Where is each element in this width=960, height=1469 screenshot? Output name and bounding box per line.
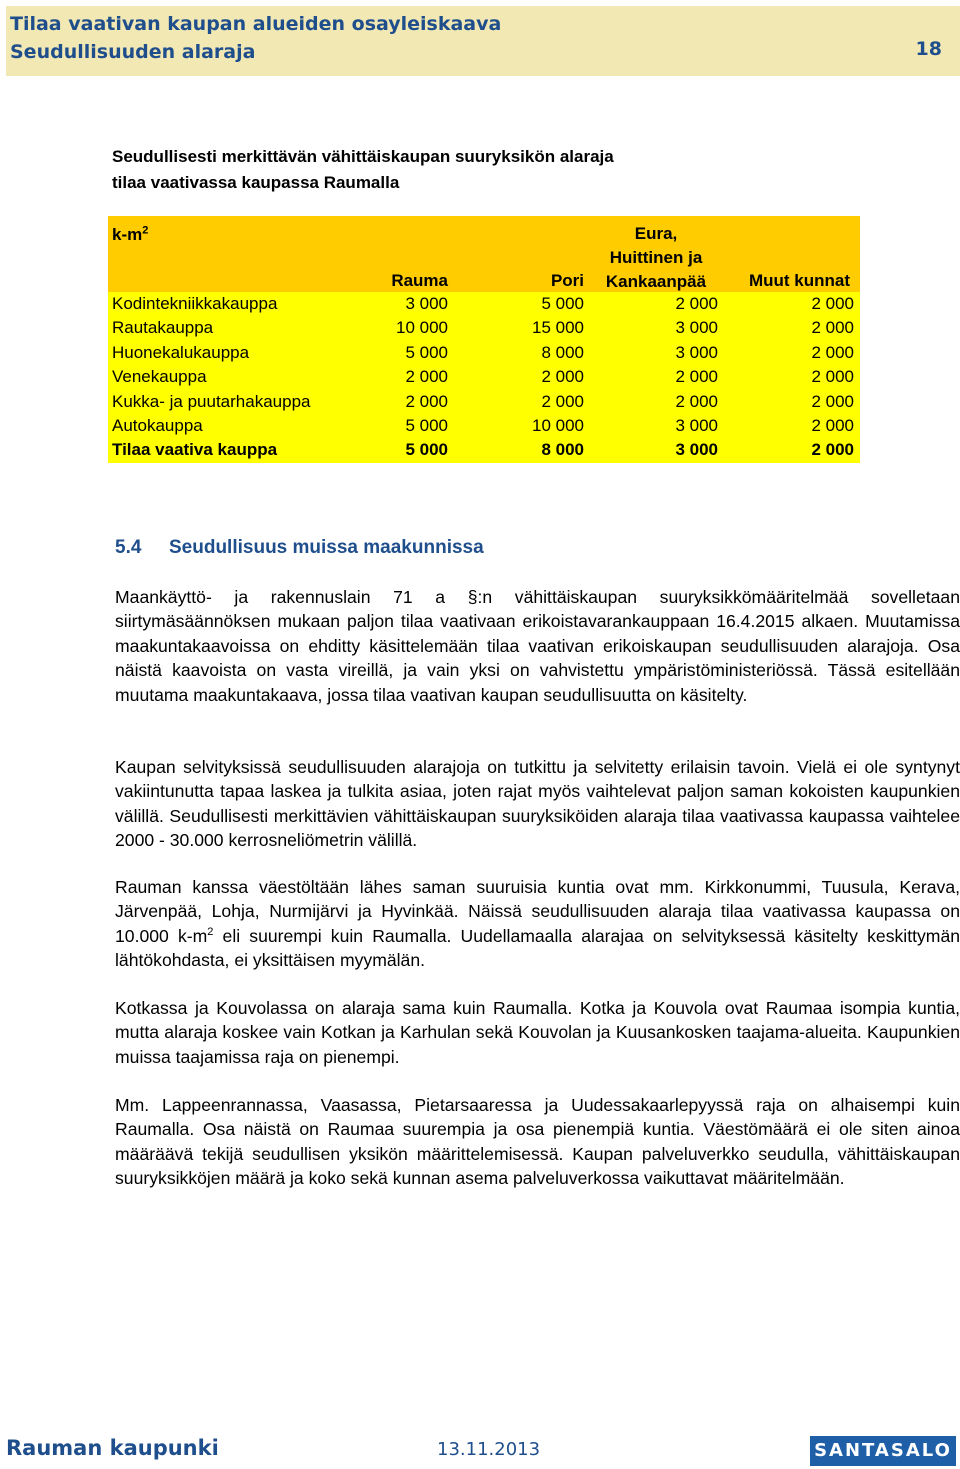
row-label: Huonekalukauppa bbox=[112, 343, 250, 362]
cell-pori: 8 000 bbox=[541, 343, 584, 362]
cell-muut: 2 000 bbox=[811, 440, 854, 459]
col-header-muut-kunnat: Muut kunnat bbox=[748, 271, 850, 290]
cell-rauma: 5 000 bbox=[405, 343, 448, 362]
paragraph: Kaupan selvityksissä seudullisuuden alarajoja on tutkittu ja selvitetty erilaisin tavoin. Vielä ei ole syntynyt vakiintunutta tapaa laskea ja tulkita asiaa, joten rajat myös vaihtelevat paljon saman kokoisten kaupunkien välillä. Seudullisesti merkittävien vähittäiskaupan suuryksiköiden alaraja tilaa vaativassa kaupassa vaihtelee 2000 - 30.000 kerrosneliömetrin välillä. bbox=[115, 757, 960, 851]
cell-rauma: 2 000 bbox=[405, 392, 448, 411]
cell-muut: 2 000 bbox=[811, 343, 854, 362]
document-subtitle: Seudullisuuden alaraja bbox=[10, 41, 256, 63]
cell-eura: 2 000 bbox=[675, 294, 718, 313]
cell-muut: 2 000 bbox=[811, 392, 854, 411]
section-heading bbox=[115, 537, 484, 559]
page-header bbox=[6, 6, 960, 76]
cell-eura: 3 000 bbox=[675, 318, 718, 337]
cell-muut: 2 000 bbox=[811, 416, 854, 435]
row-label: Rautakauppa bbox=[112, 318, 214, 337]
cell-rauma: 2 000 bbox=[405, 367, 448, 386]
unit-label: $k-m^2$ bbox=[112, 224, 149, 244]
cell-pori: 10 000 bbox=[532, 416, 584, 435]
paragraph: Kotkassa ja Kouvolassa on alaraja sama kuin Raumalla. Kotka ja Kouvola ovat Raumaa isompia kuntia, mutta alaraja koskee vain Kotkan ja Karhulan sekä Kouvolan ja Kuusankosken taajama-alueita. Kaupunkien muissa taajamissa raja on pienempi. bbox=[115, 998, 960, 1067]
paragraph: Rauman kanssa väestöltään lähes saman suuruisia kuntia ovat mm. Kirkkonummi, Tuusula, Kerava, Järvenpää, Lohja, Nurmijärvi ja Hyvinkää. Näissä seudullisuuden alaraja tilaa vaativassa kaupassa on 10.000 $k-m^2$ eli suurempi kuin Raumalla. Uudellamaalla alarajaa on selvityksessä käsitelty keskittymän lähtökohdasta, ei yksittäisen myymälän. bbox=[115, 877, 960, 971]
cell-muut: 2 000 bbox=[811, 367, 854, 386]
row-label: Kodintekniikkakauppa bbox=[112, 294, 278, 313]
section-number: 5.4 bbox=[115, 537, 142, 558]
cell-rauma: 3 000 bbox=[405, 294, 448, 313]
cell-muut: 2 000 bbox=[811, 294, 854, 313]
footer-date: 13.11.2013 bbox=[437, 1439, 541, 1460]
table-caption-line2: tilaa vaativassa kaupassa Raumalla bbox=[112, 173, 400, 192]
paragraph: Mm. Lappeenrannassa, Vaasassa, Pietarsaaressa ja Uudessakaarlepyyssä raja on alhaisempi kuin Raumalla. Osa näistä on Raumaa suurempia ja osa pienempiä kuntia. Väestömäärä ei ole siten ainoa määräävä tekijä seudullisen yksikön määrittelemisessä. Kaupan palveluverkko seudulla, vähittäiskaupan suuryksikköjen määrä ja koko sekä kunnan asema palveluverkossa vaikuttavat määritelmään. bbox=[115, 1095, 960, 1189]
cell-rauma: 5 000 bbox=[405, 440, 448, 459]
cell-pori: 15 000 bbox=[532, 318, 584, 337]
cell-eura: 3 000 bbox=[675, 343, 718, 362]
cell-pori: 2 000 bbox=[541, 367, 584, 386]
row-label: Autokauppa bbox=[112, 416, 203, 435]
cell-eura: 3 000 bbox=[675, 416, 718, 435]
section-title: Seudullisuus muissa maakunnissa bbox=[169, 537, 484, 558]
table-caption bbox=[112, 144, 812, 196]
cell-rauma: 5 000 bbox=[405, 416, 448, 435]
cell-muut: 2 000 bbox=[811, 318, 854, 337]
col-header-eura: Eura, Huittinen ja Kankaanpää bbox=[605, 224, 707, 291]
cell-pori: 2 000 bbox=[541, 392, 584, 411]
cell-rauma: 10 000 bbox=[396, 318, 448, 337]
table-caption-line1: Seudullisesti merkittävän vähittäiskaupan suuryksikön alaraja bbox=[112, 147, 614, 166]
footer-client: Rauman kaupunki bbox=[6, 1436, 219, 1460]
cell-eura: 3 000 bbox=[675, 440, 718, 459]
cell-eura: 2 000 bbox=[675, 392, 718, 411]
data-table bbox=[108, 216, 860, 463]
page-number: 18 bbox=[915, 38, 942, 60]
santasalo-logo: SANTASALO bbox=[810, 1436, 956, 1466]
row-label: Venekauppa bbox=[112, 367, 207, 386]
col-header-rauma: Rauma bbox=[391, 271, 448, 290]
cell-pori: 5 000 bbox=[541, 294, 584, 313]
cell-pori: 8 000 bbox=[541, 440, 584, 459]
row-label: Kukka- ja puutarhakauppa bbox=[112, 392, 311, 411]
cell-eura: 2 000 bbox=[675, 367, 718, 386]
document-title: Tilaa vaativan kaupan alueiden osayleiskaava bbox=[10, 13, 502, 35]
row-label: Tilaa vaativa kauppa bbox=[112, 440, 278, 459]
paragraph: Maankäyttö- ja rakennuslain 71 a §:n vähittäiskaupan suuryksikkömääritelmää sovelletaan siirtymäsäännöksen mukaan paljon tilaa vaativaan erikoistavarankauppaan 16.4.2015 alkaen. Muutamissa maakuntakaavoissa on ehditty käsittelemään tilaa vaativan erikoiskaupan seudullisuuden alarajoja. Osa näistä kaavoista on vasta vireillä, ja vain yksi on vahvistettu ympäristöministeriössä. Tässä esitellään muutama maakuntakaava, jossa tilaa vaativan kaupan seudullisuutta on käsitelty. bbox=[115, 587, 960, 705]
col-header-pori: Pori bbox=[550, 271, 584, 290]
